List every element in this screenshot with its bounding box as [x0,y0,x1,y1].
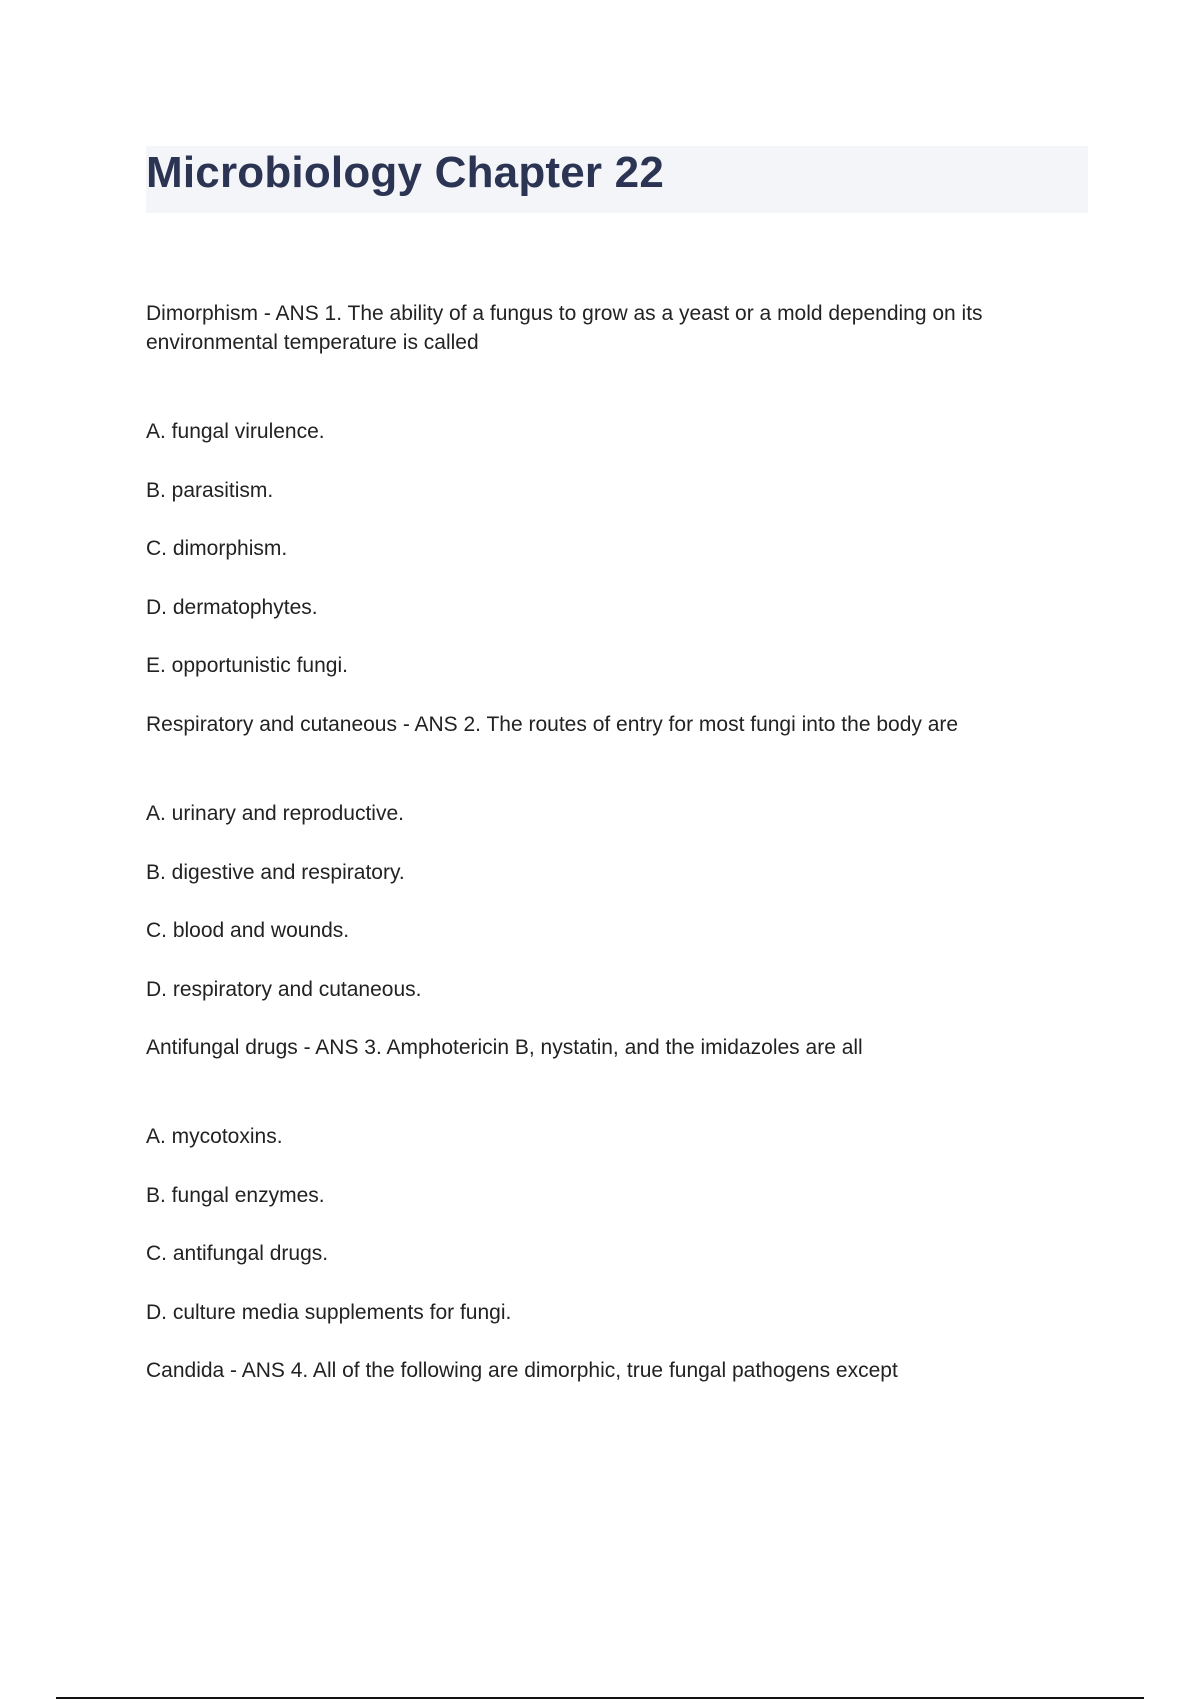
question-1-option-b: B. parasitism. [146,479,274,502]
question-1-option-d: D. dermatophytes. [146,596,318,619]
question-3-option-b: B. fungal enzymes. [146,1184,325,1207]
question-2-option-c: C. blood and wounds. [146,919,350,942]
question-1-option-e: E. opportunistic fungi. [146,654,348,677]
page-bottom-rule [56,1697,1144,1699]
question-1-text-continued: environmental temperature is called [146,331,479,354]
question-4-text: Candida - ANS 4. All of the following are dimorphic, true fungal pathogens except [146,1359,898,1382]
question-2-option-b: B. digestive and respiratory. [146,861,405,884]
question-1-option-c: C. dimorphism. [146,537,288,560]
question-3-text: Antifungal drugs - ANS 3. Amphotericin B, nystatin, and the imidazoles are all [146,1036,863,1059]
question-3-option-a: A. mycotoxins. [146,1125,283,1148]
question-2-option-a: A. urinary and reproductive. [146,802,404,825]
question-2-text: Respiratory and cutaneous - ANS 2. The routes of entry for most fungi into the body are [146,713,959,736]
page-title: Microbiology Chapter 22 [146,148,665,197]
question-3-option-c: C. antifungal drugs. [146,1242,329,1265]
question-3-option-d: D. culture media supplements for fungi. [146,1301,512,1324]
question-1-text: Dimorphism - ANS 1. The ability of a fungus to grow as a yeast or a mold depending on its [146,302,983,325]
question-1-option-a: A. fungal virulence. [146,420,325,443]
question-2-option-d: D. respiratory and cutaneous. [146,978,422,1001]
